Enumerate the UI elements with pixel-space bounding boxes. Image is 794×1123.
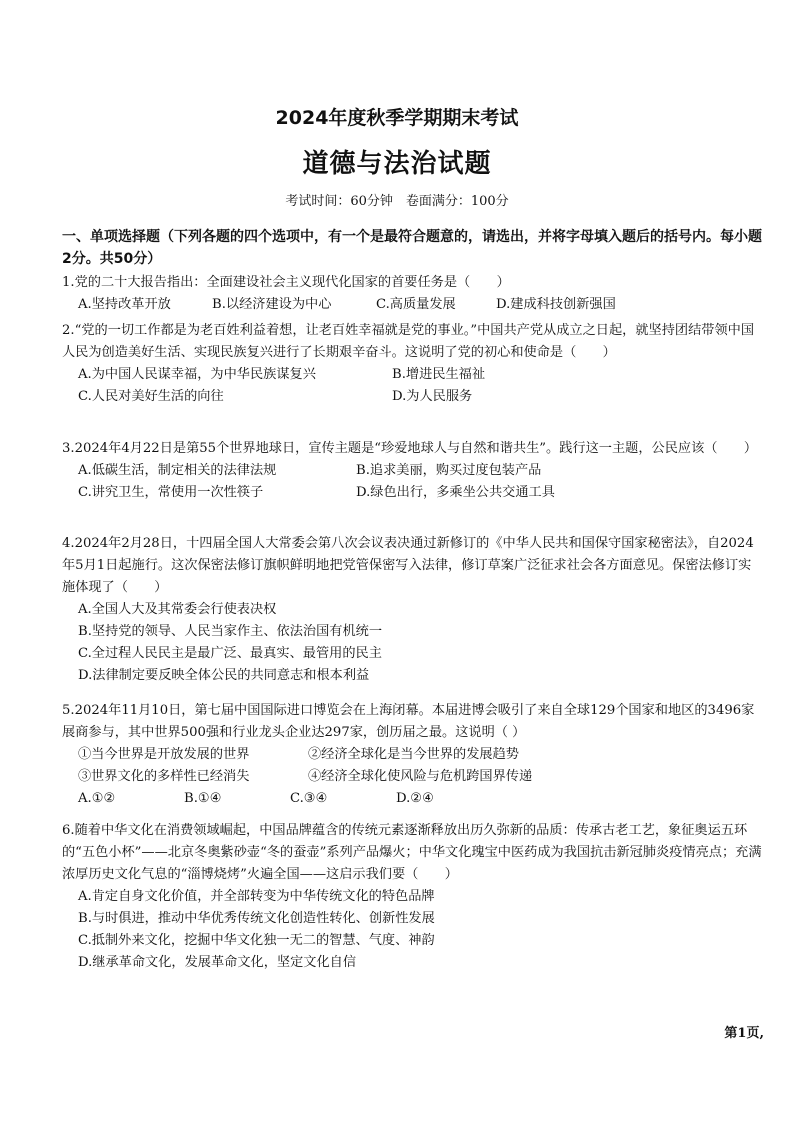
question-stem: 1.党的二十大报告指出：全面建设社会主义现代化国家的首要任务是（ ） <box>62 275 510 290</box>
option-c: C.高质量发展 <box>376 297 456 312</box>
option-c: C.全过程人民民主是最广泛、最真实、最管用的民主 <box>78 646 382 661</box>
question-stem: 2.“党的一切工作都是为老百姓利益着想，让老百姓幸福就是党的事业。”中国共产党从成立之日起，就坚持团结带领中国人民为创造美好生活、实现民族复兴进行了长期艰辛奋斗。这说明了党的初心和使命是（ ） <box>62 323 755 360</box>
question-stem: 6.随着中华文化在消费领域崛起，中国品牌蕴含的传统元素逐渐释放出历久弥新的品质：传承古老工艺，象征奥运五环的“五色小杯”——北京冬奥紫砂壶“冬的蚕壶”系列产品爆火；中华文化瑰宝中医药成为我国抗击新冠肺炎疫情亮点；充满浓厚历史文化气息的“淄博烧烤”火遍全国——这启示我们要（ ） <box>62 823 762 882</box>
option-b: B.增进民生福祉 <box>392 367 486 382</box>
option-a: A.坚持改革开放 <box>78 297 171 312</box>
options-row <box>62 386 762 408</box>
option-b: B.①④ <box>184 791 222 806</box>
option-a: A.①② <box>78 791 116 806</box>
statements-row <box>62 744 762 766</box>
question-1 <box>62 272 762 316</box>
options-row <box>62 294 762 316</box>
option-c: C.讲究卫生，常使用一次性筷子 <box>78 485 264 500</box>
option-b: B.以经济建设为中心 <box>212 297 332 312</box>
option-c: C.③④ <box>290 791 328 806</box>
question-2 <box>62 320 762 408</box>
statement-4: ④经济全球化使风险与危机跨国界传递 <box>308 769 533 784</box>
question-4 <box>62 533 762 687</box>
option-d: D.继承革命文化，发展革命文化，坚定文化自信 <box>78 955 357 970</box>
option-a: A.为中国人民谋幸福，为中华民族谋复兴 <box>78 367 316 382</box>
options-row <box>62 460 762 482</box>
option-b: B.追求美丽，购买过度包装产品 <box>356 463 542 478</box>
option-d: D.绿色出行，多乘坐公共交通工具 <box>356 485 555 500</box>
options-row <box>62 788 762 810</box>
option-a: A.全国人大及其常委会行使表决权 <box>78 602 277 617</box>
option-d: D.法律制定要反映全体公民的共同意志和根本利益 <box>78 668 370 683</box>
statement-2: ②经济全球化是当今世界的发展趋势 <box>308 747 519 762</box>
subject-title: 道德与法治试题 <box>302 149 492 179</box>
option-c: C.人民对美好生活的向往 <box>78 389 224 404</box>
question-stem: 5.2024年11月10日，第七届中国国际进口博览会在上海闭幕。本届进博会吸引了来自全球129个国家和地区的3496家展商参与，其中世界500强和行业龙头企业达297家，创历届之最。这说明（ ） <box>62 703 755 740</box>
question-6 <box>62 820 762 974</box>
options-row <box>62 364 762 386</box>
question-3 <box>62 438 762 504</box>
statement-1: ①当今世界是开放发展的世界 <box>78 747 250 762</box>
option-d: D.建成科技创新强国 <box>496 297 616 312</box>
page-number: 第1页, <box>724 1026 764 1041</box>
question-5 <box>62 700 762 810</box>
options-row <box>62 482 762 504</box>
question-stem: 3.2024年4月22日是第55个世界地球日，宣传主题是“珍爱地球人与自然和谐共生”。践行这一主题，公民应该（ ） <box>62 441 758 456</box>
option-a: A.低碳生活，制定相关的法律法规 <box>78 463 277 478</box>
option-b: B.坚持党的领导、人民当家作主、依法治国有机统一 <box>78 624 383 639</box>
option-d: D.②④ <box>396 791 434 806</box>
option-b: B.与时俱进，推动中华优秀传统文化创造性转化、创新性发展 <box>78 911 435 926</box>
question-stem: 4.2024年2月28日，十四届全国人大常委会第八次会议表决通过新修订的《中华人民共和国保守国家秘密法》，自2024年5月1日起施行。这次保密法修订旗帜鲜明地把党管保密写入法律，修订草案广泛征求社会各方面意见。保密法修订实施体现了（ ） <box>62 536 754 595</box>
exam-meta: 考试时间：60分钟 卷面满分：100分 <box>285 194 509 209</box>
exam-title: 2024年度秋季学期期末考试 <box>275 107 519 129</box>
option-a: A.肯定自身文化价值，并全部转变为中华传统文化的特色品牌 <box>78 889 435 904</box>
option-d: D.为人民服务 <box>392 389 473 404</box>
statements-row <box>62 766 762 788</box>
section-heading: 一、单项选择题（下列各题的四个选项中，有一个是最符合题意的，请选出，并将字母填入题后的括号内。每小题2分。共50分） <box>62 229 762 267</box>
statement-3: ③世界文化的多样性已经消失 <box>78 769 250 784</box>
option-c: C.抵制外来文化，挖掘中华文化独一无二的智慧、气度、神韵 <box>78 933 435 948</box>
